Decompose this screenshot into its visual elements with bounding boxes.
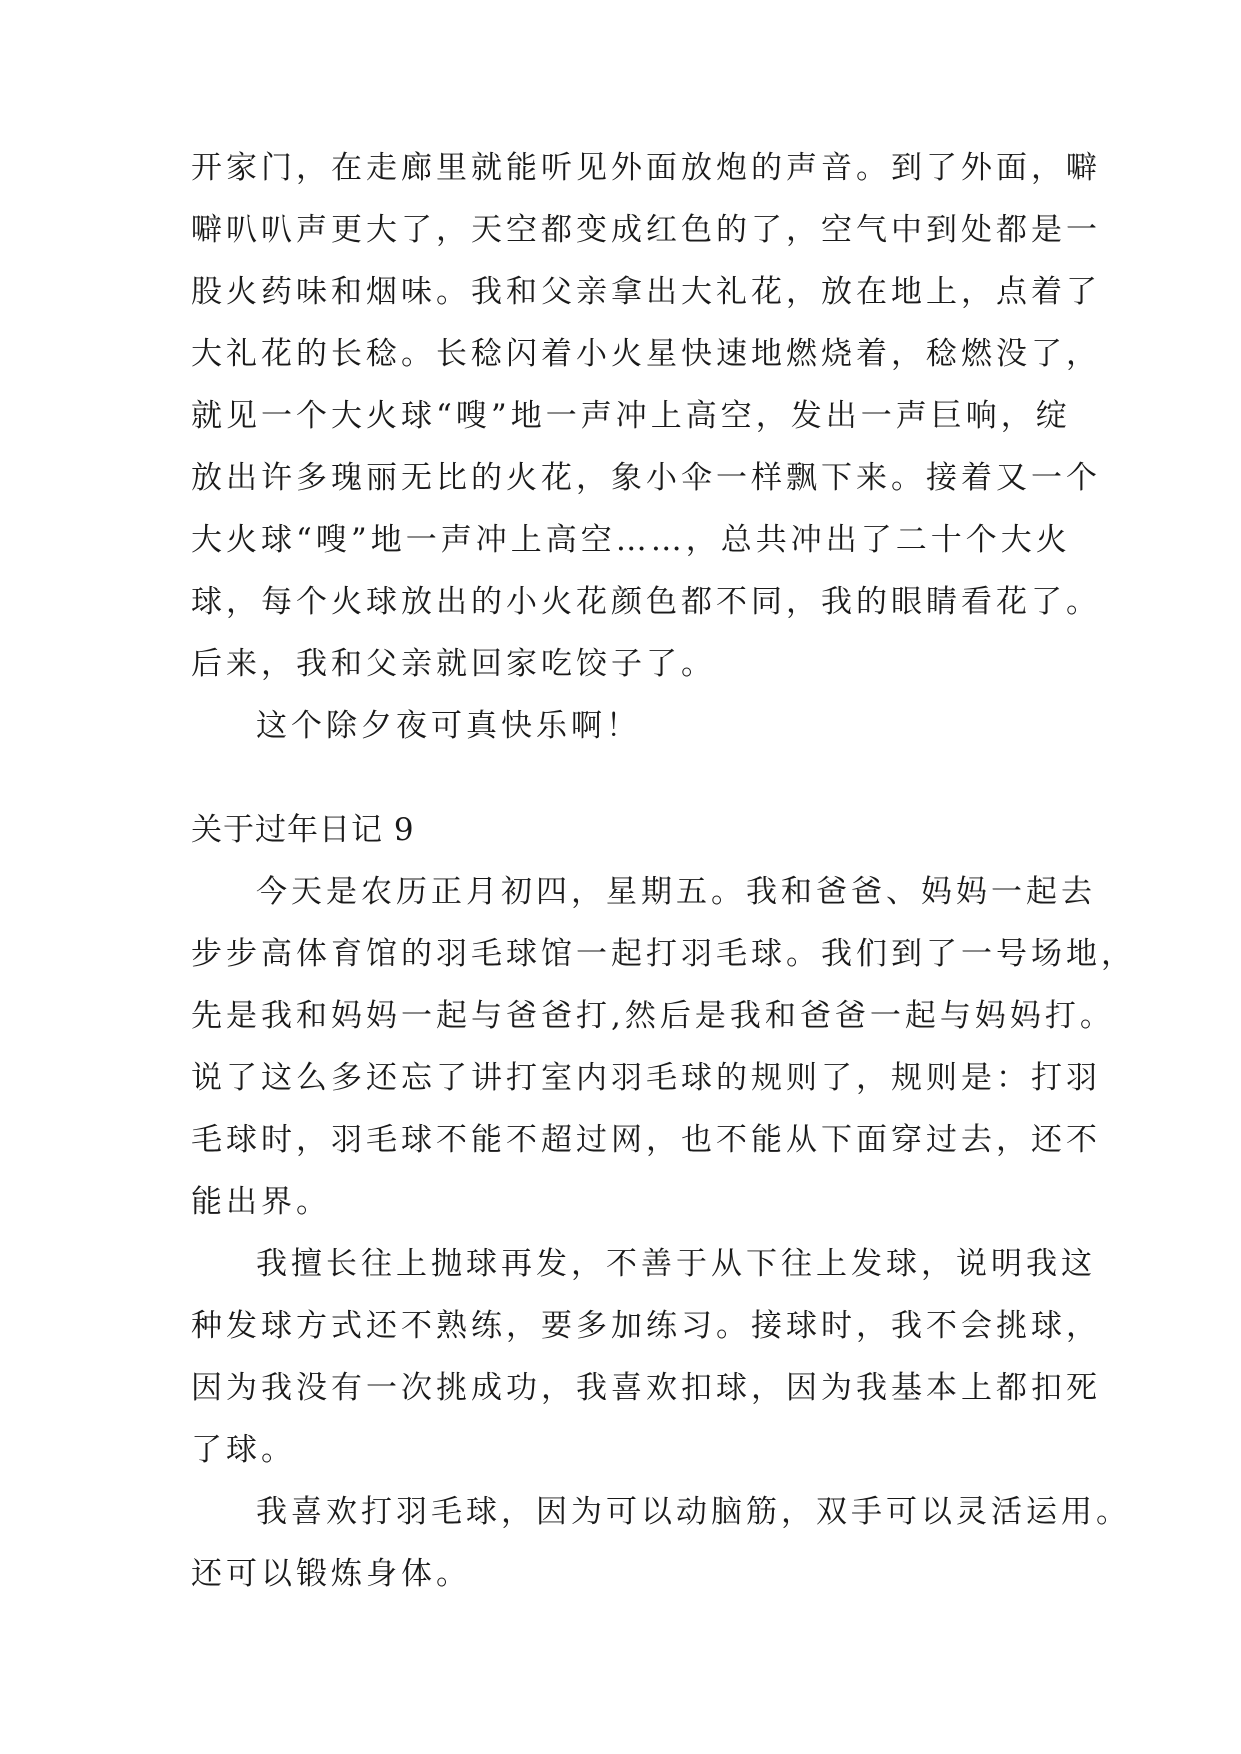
closing-line: 这个除夕夜可真快乐啊！ bbox=[256, 708, 641, 744]
paragraph-line: 大火球“嗖”地一声冲上高空……，总共冲出了二十个大火 bbox=[191, 522, 1071, 558]
paragraph-line: 我擅长往上抛球再发，不善于从下往上发球，说明我这 bbox=[256, 1246, 1096, 1282]
paragraph-line: 就见一个大火球“嗖”地一声冲上高空，发出一声巨响，绽 bbox=[191, 398, 1071, 434]
paragraph-line: 先是我和妈妈一起与爸爸打,然后是我和爸爸一起与妈妈打。 bbox=[191, 998, 1115, 1034]
paragraph-line: 因为我没有一次挑成功，我喜欢扣球，因为我基本上都扣死 bbox=[191, 1370, 1101, 1406]
paragraph-line: 噼叭叭声更大了，天空都变成红色的了，空气中到处都是一 bbox=[191, 212, 1101, 248]
paragraph-line: 步步高体育馆的羽毛球馆一起打羽毛球。我们到了一号场地， bbox=[191, 936, 1136, 972]
paragraph-line: 我喜欢打羽毛球，因为可以动脑筋，双手可以灵活运用。 bbox=[256, 1494, 1131, 1530]
paragraph-line: 说了这么多还忘了讲打室内羽毛球的规则了，规则是：打羽 bbox=[191, 1060, 1101, 1096]
section-title: 关于过年日记 9 bbox=[191, 812, 415, 848]
paragraph-line: 开家门，在走廊里就能听见外面放炮的声音。到了外面，噼 bbox=[191, 150, 1101, 186]
paragraph-line: 放出许多瑰丽无比的火花，象小伞一样飘下来。接着又一个 bbox=[191, 460, 1101, 496]
paragraph-line: 后来，我和父亲就回家吃饺子了。 bbox=[191, 646, 716, 682]
paragraph-line: 股火药味和烟味。我和父亲拿出大礼花，放在地上，点着了 bbox=[191, 274, 1101, 310]
paragraph-line: 种发球方式还不熟练，要多加练习。接球时，我不会挑球， bbox=[191, 1308, 1101, 1344]
paragraph-line: 大礼花的长稔。长稔闪着小火星快速地燃烧着，稔燃没了， bbox=[191, 336, 1101, 372]
paragraph-line: 能出界。 bbox=[191, 1184, 331, 1220]
paragraph-line: 今天是农历正月初四，星期五。我和爸爸、妈妈一起去 bbox=[256, 874, 1096, 910]
paragraph-line: 还可以锻炼身体。 bbox=[191, 1556, 471, 1592]
paragraph-line: 了球。 bbox=[191, 1432, 296, 1468]
paragraph-line: 球，每个火球放出的小火花颜色都不同，我的眼睛看花了。 bbox=[191, 584, 1101, 620]
paragraph-line: 毛球时，羽毛球不能不超过网，也不能从下面穿过去，还不 bbox=[191, 1122, 1101, 1158]
